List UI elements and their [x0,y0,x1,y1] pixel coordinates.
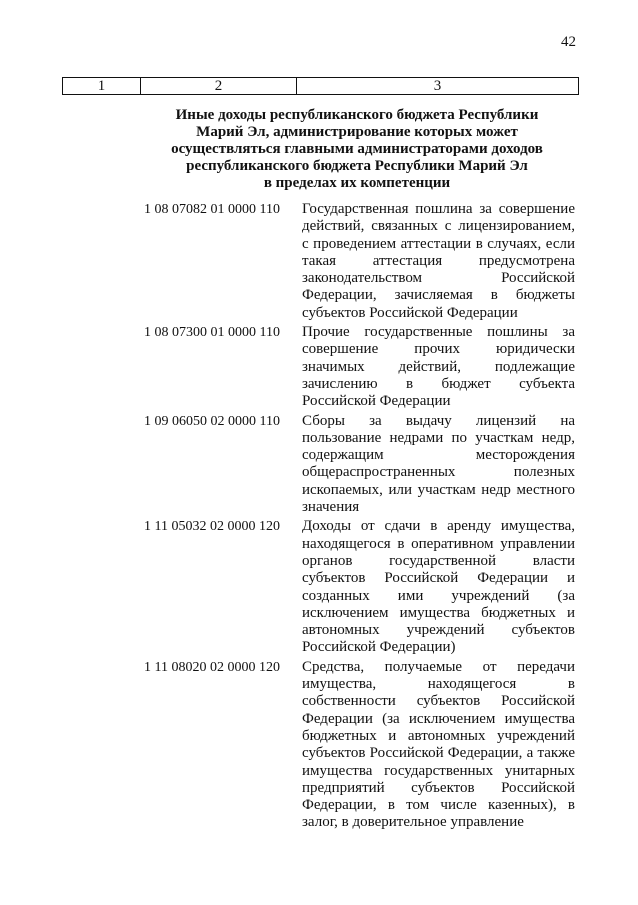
page-number: 42 [561,34,576,50]
revenue-code-row [0,324,638,410]
section-title-line: Иные доходы республиканского бюджета Республики [175,107,539,123]
revenue-description: Прочие государственные пошлины за совершение прочих юридически значимых действий, подлежащие зачислению в бюджет субъекта Российской Федерации [302,324,575,410]
column-header-3: 3 [297,78,579,95]
revenue-code-row [0,659,638,832]
section-title-line: республиканского бюджета Республики Марий Эл [186,158,528,174]
section-title-line: осуществляться главными администраторами доходов [171,141,543,157]
revenue-code-row [0,413,638,517]
revenue-code-list [0,201,638,834]
budget-classification-code: 1 08 07082 01 0000 110 [144,202,280,217]
section-title-line: Марий Эл, администрирование которых может [196,124,518,140]
revenue-description: Государственная пошлина за совершение действий, связанных с лицензированием, с проведением аттестации в случаях, если такая аттестация предусмотрена законодательством Российской Федерации, зачисляемая в бюджеты субъектов Российской Федерации [302,201,575,321]
budget-classification-code: 1 11 05032 02 0000 120 [144,519,280,535]
revenue-description: Доходы от сдачи в аренду имущества, находящегося в оперативном управлении органов государственной власти субъектов Российской Федерации и созданных ими учреждений (за исключением имущества бюджетных и автономных учреждений субъектов Российской Федерации) [302,518,575,656]
column-header-row [63,78,579,95]
section-title [150,107,564,192]
column-header-1: 1 [63,78,141,95]
revenue-code-row [0,201,638,322]
revenue-code-row [0,518,638,656]
revenue-description: Средства, получаемые от передачи имущества, находящегося в собственности субъектов Российской Федерации (за исключением имущества бюджетных и автономных учреждений субъектов Российской Федерации, а также имущества государственных унитарных предприятий субъектов Российской Федерации, в том числе казенных), в залог, в доверительное управление [302,658,575,831]
column-header-table [62,77,579,95]
budget-classification-code: 1 09 06050 02 0000 110 [144,413,280,429]
budget-classification-code: 1 08 07300 01 0000 110 [144,325,280,341]
section-title-line: в пределах их компетенции [263,175,451,191]
budget-classification-code: 1 11 08020 02 0000 120 [144,659,280,675]
column-header-2: 2 [141,78,297,95]
revenue-description: Сборы за выдачу лицензий на пользование недрами по участкам недр, содержащим месторождения общераспространенных полезных ископаемых, или участкам недр местного значения [302,412,575,516]
